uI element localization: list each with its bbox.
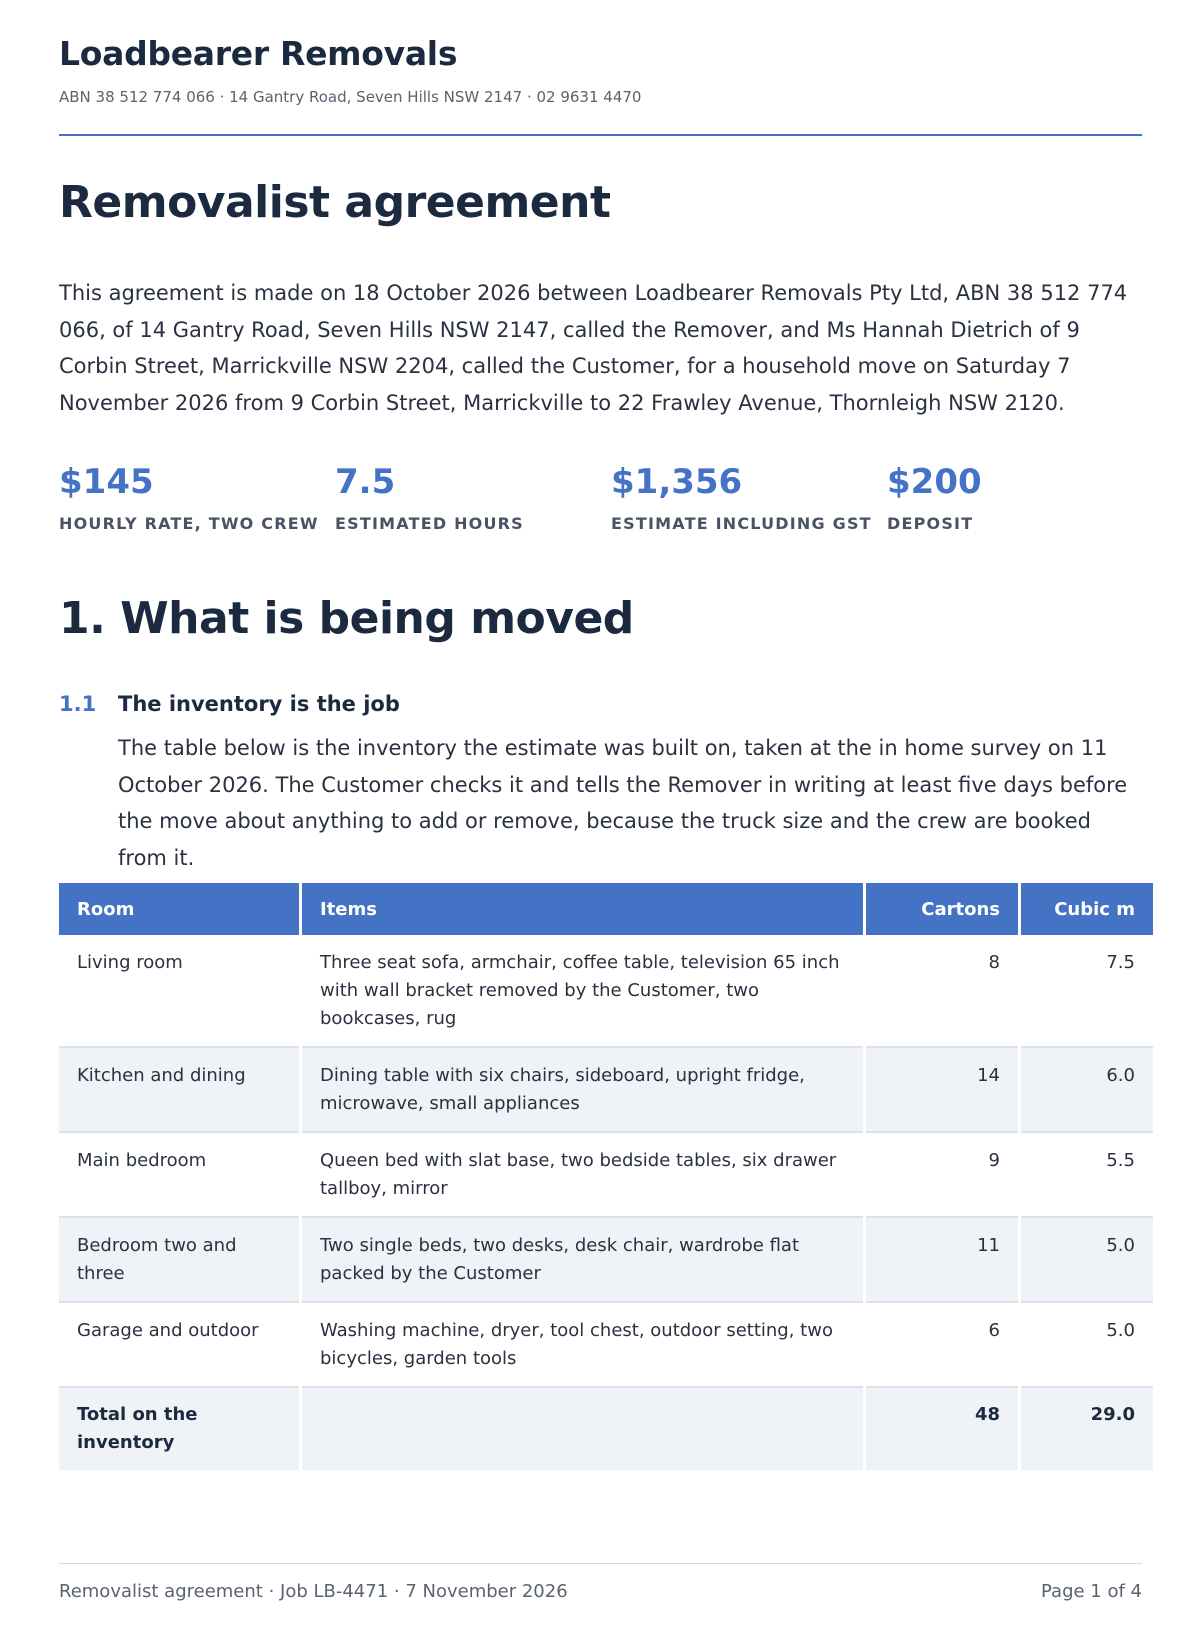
clause-number: 1.1 — [59, 692, 97, 716]
total-cartons: 48 — [866, 1388, 1018, 1470]
key-figures — [59, 462, 1142, 542]
total-cubic: 29.0 — [1021, 1388, 1153, 1470]
stat-estimate-incl-gst — [611, 462, 872, 533]
table-row — [59, 935, 1153, 1048]
total-items — [302, 1388, 863, 1470]
company-details: ABN 38 512 774 066 · 14 Gantry Road, Seven Hills NSW 2147 · 02 9631 4470 — [59, 88, 642, 106]
cell-items: Queen bed with slat base, two bedside tables, six drawer tallboy, mirror — [302, 1133, 863, 1218]
cell-items: Three seat sofa, armchair, coffee table, television 65 inch with wall bracket removed by the Customer, two bookcases, rug — [302, 935, 863, 1048]
stat-label: ESTIMATE INCLUDING GST — [611, 514, 872, 533]
cell-cartons: 9 — [866, 1133, 1018, 1218]
table-total-row — [59, 1388, 1153, 1470]
table-header-row — [59, 883, 1153, 935]
cell-cartons: 14 — [866, 1048, 1018, 1133]
cell-cubic: 5.0 — [1021, 1303, 1153, 1388]
cell-items: Washing machine, dryer, tool chest, outdoor setting, two bicycles, garden tools — [302, 1303, 863, 1388]
cell-cartons: 6 — [866, 1303, 1018, 1388]
inventory-table — [56, 883, 1156, 1470]
company-name: Loadbearer Removals — [59, 34, 458, 73]
stat-deposit — [887, 462, 982, 533]
cell-room: Main bedroom — [59, 1133, 299, 1218]
stat-estimated-hours — [335, 462, 524, 533]
header-divider — [59, 134, 1142, 136]
stat-label: ESTIMATED HOURS — [335, 514, 524, 533]
table-row — [59, 1048, 1153, 1133]
section-heading: 1. What is being moved — [59, 593, 634, 644]
footer-reference: Removalist agreement · Job LB-4471 · 7 November 2026 — [59, 1581, 568, 1602]
table-row — [59, 1303, 1153, 1388]
cell-items: Dining table with six chairs, sideboard, upright fridge, microwave, small appliances — [302, 1048, 863, 1133]
stat-label: DEPOSIT — [887, 514, 974, 533]
cell-room: Living room — [59, 935, 299, 1048]
column-header-cartons: Cartons — [866, 883, 1018, 935]
table-row — [59, 1218, 1153, 1303]
stat-value: $1,356 — [611, 462, 743, 502]
cell-cartons: 11 — [866, 1218, 1018, 1303]
stat-value: 7.5 — [335, 462, 396, 502]
cell-cubic: 5.0 — [1021, 1218, 1153, 1303]
cell-room: Garage and outdoor — [59, 1303, 299, 1388]
column-header-room: Room — [59, 883, 299, 935]
cell-cubic: 7.5 — [1021, 935, 1153, 1048]
clause-body: The table below is the inventory the estimate was built on, taken at the in home survey on 11 October 2026. The Customer checks it and tells the Remover in writing at least five days before the move about anything to add or remove, because the truck size and the crew are booked from it. — [118, 736, 1128, 870]
cell-room: Kitchen and dining — [59, 1048, 299, 1133]
total-label: Total on the inventory — [59, 1388, 299, 1470]
stat-label: HOURLY RATE, TWO CREW — [59, 514, 319, 533]
cell-items: Two single beds, two desks, desk chair, wardrobe flat packed by the Customer — [302, 1218, 863, 1303]
cell-cartons: 8 — [866, 935, 1018, 1048]
table-row — [59, 1133, 1153, 1218]
stat-value: $200 — [887, 462, 982, 502]
cell-cubic: 5.5 — [1021, 1133, 1153, 1218]
cell-cubic: 6.0 — [1021, 1048, 1153, 1133]
footer-divider — [59, 1563, 1142, 1564]
intro-paragraph: This agreement is made on 18 October 2026 between Loadbearer Removals Pty Ltd, ABN 38 512 774 066, of 14 Gantry Road, Seven Hills NSW 2147, called the Remover, and Ms Hannah Dietrich of 9 Corbin Street, Marrickville NSW 2204, called the Customer, for a household move on Saturday 7 November 2026 from 9 Corbin Street, Marrickville to 22 Frawley Avenue, Thornleigh NSW 2120. — [59, 281, 1128, 415]
document-title: Removalist agreement — [59, 177, 611, 228]
cell-room: Bedroom two and three — [59, 1218, 299, 1303]
column-header-cubic: Cubic m — [1021, 883, 1153, 935]
stat-value: $145 — [59, 462, 154, 502]
page-number: Page 1 of 4 — [1041, 1581, 1142, 1602]
stat-hourly-rate — [59, 462, 319, 533]
column-header-items: Items — [302, 883, 863, 935]
clause-title: The inventory is the job — [118, 692, 400, 716]
